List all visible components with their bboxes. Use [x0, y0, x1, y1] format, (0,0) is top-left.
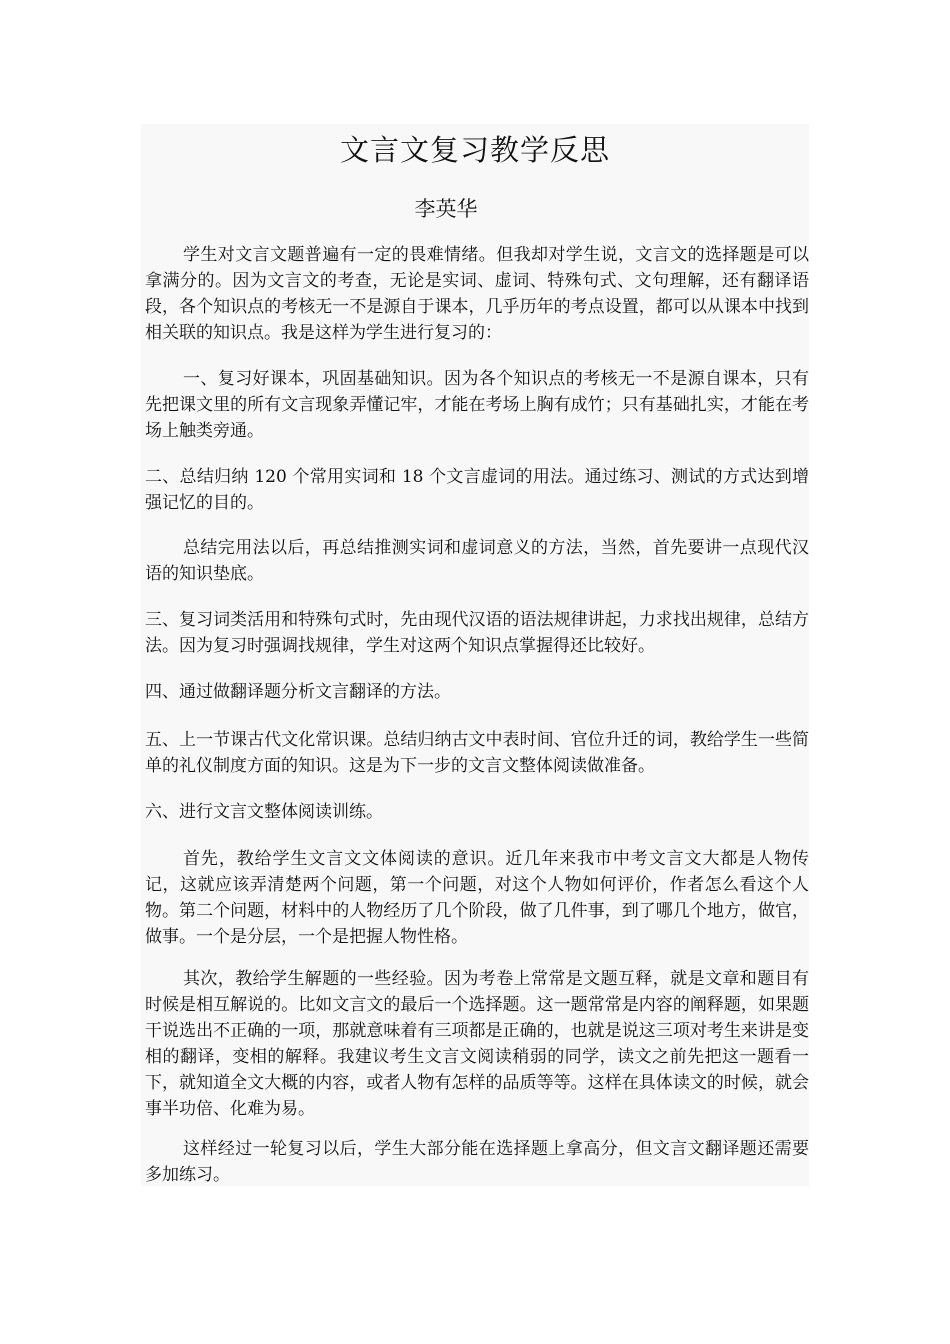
- paragraph-first: 首先，教给学生文言文文体阅读的意识。近几年来我市中考文言文大都是人物传记，这就应该弄清楚两个问题，第一个问题，对这个人物如何评价，作者怎么看这个人物。第二个问题，材料中的人物经历了几个阶段，做了几件事，到了哪几个地方，做官，做事。一个是分层，一个是把握人物性格。: [145, 849, 809, 947]
- document-body: [141, 124, 809, 1186]
- paragraph-second: 其次，教给学生解题的一些经验。因为考卷上常常是文题互释，就是文章和题目有时候是相互解说的。比如文言文的最后一个选择题。这一题常常是内容的阐释题，如果题干说选出不正确的一项，那就意味着有三项都是正确的，也就是说这三项对考生来讲是变相的翻译，变相的解释。我建议考生文言文阅读稍弱的同学，读文之前先把这一题看一下，就知道全文大概的内容，或者人物有怎样的品质等等。这样在具体读文的时候，就会事半功倍、化难为易。: [145, 969, 809, 1119]
- paragraph-point-2-detail: 总结完用法以后，再总结推测实词和虚词意义的方法，当然，首先要讲一点现代汉语的知识垫底。: [145, 538, 809, 584]
- paragraph-point-2: 二、总结归纳 120 个常用实词和 18 个文言虚词的用法。通过练习、测试的方式达到增强记忆的目的。: [145, 467, 809, 513]
- paragraph-conclusion: 这样经过一轮复习以后，学生大部分能在选择题上拿高分，但文言文翻译题还需要多加练习。: [145, 1139, 809, 1185]
- document-author: 李英华: [414, 197, 478, 221]
- document-title: 文言文复习教学反思: [339, 133, 610, 167]
- paragraph-point-6: 六、进行文言文整体阅读训练。: [145, 802, 383, 822]
- paragraph-point-5: 五、上一节课古代文化常识课。总结归纳古文中表时间、官位升迁的词，教给学生一些简单的礼仪制度方面的知识。这是为下一步的文言文整体阅读做准备。: [145, 730, 809, 776]
- paragraph-point-4: 四、通过做翻译题分析文言翻译的方法。: [145, 682, 451, 702]
- paragraph-point-1: 一、复习好课本，巩固基础知识。因为各个知识点的考核无一不是源自课本，只有先把课文里的所有文言现象弄懂记牢，才能在考场上胸有成竹；只有基础扎实，才能在考场上触类旁通。: [145, 369, 809, 441]
- paragraph-intro: 学生对文言文题普遍有一定的畏难情绪。但我却对学生说，文言文的选择题是可以拿满分的。因为文言文的考查，无论是实词、虚词、特殊句式、文句理解，还有翻译语段，各个知识点的考核无一不是源自于课本，几乎历年的考点设置，都可以从课本中找到相关联的知识点。我是这样为学生进行复习的：: [145, 245, 809, 343]
- paragraph-point-3: 三、复习词类活用和特殊句式时，先由现代汉语的语法规律讲起，力求找出规律，总结方法。因为复习时强调找规律，学生对这两个知识点掌握得还比较好。: [145, 610, 809, 656]
